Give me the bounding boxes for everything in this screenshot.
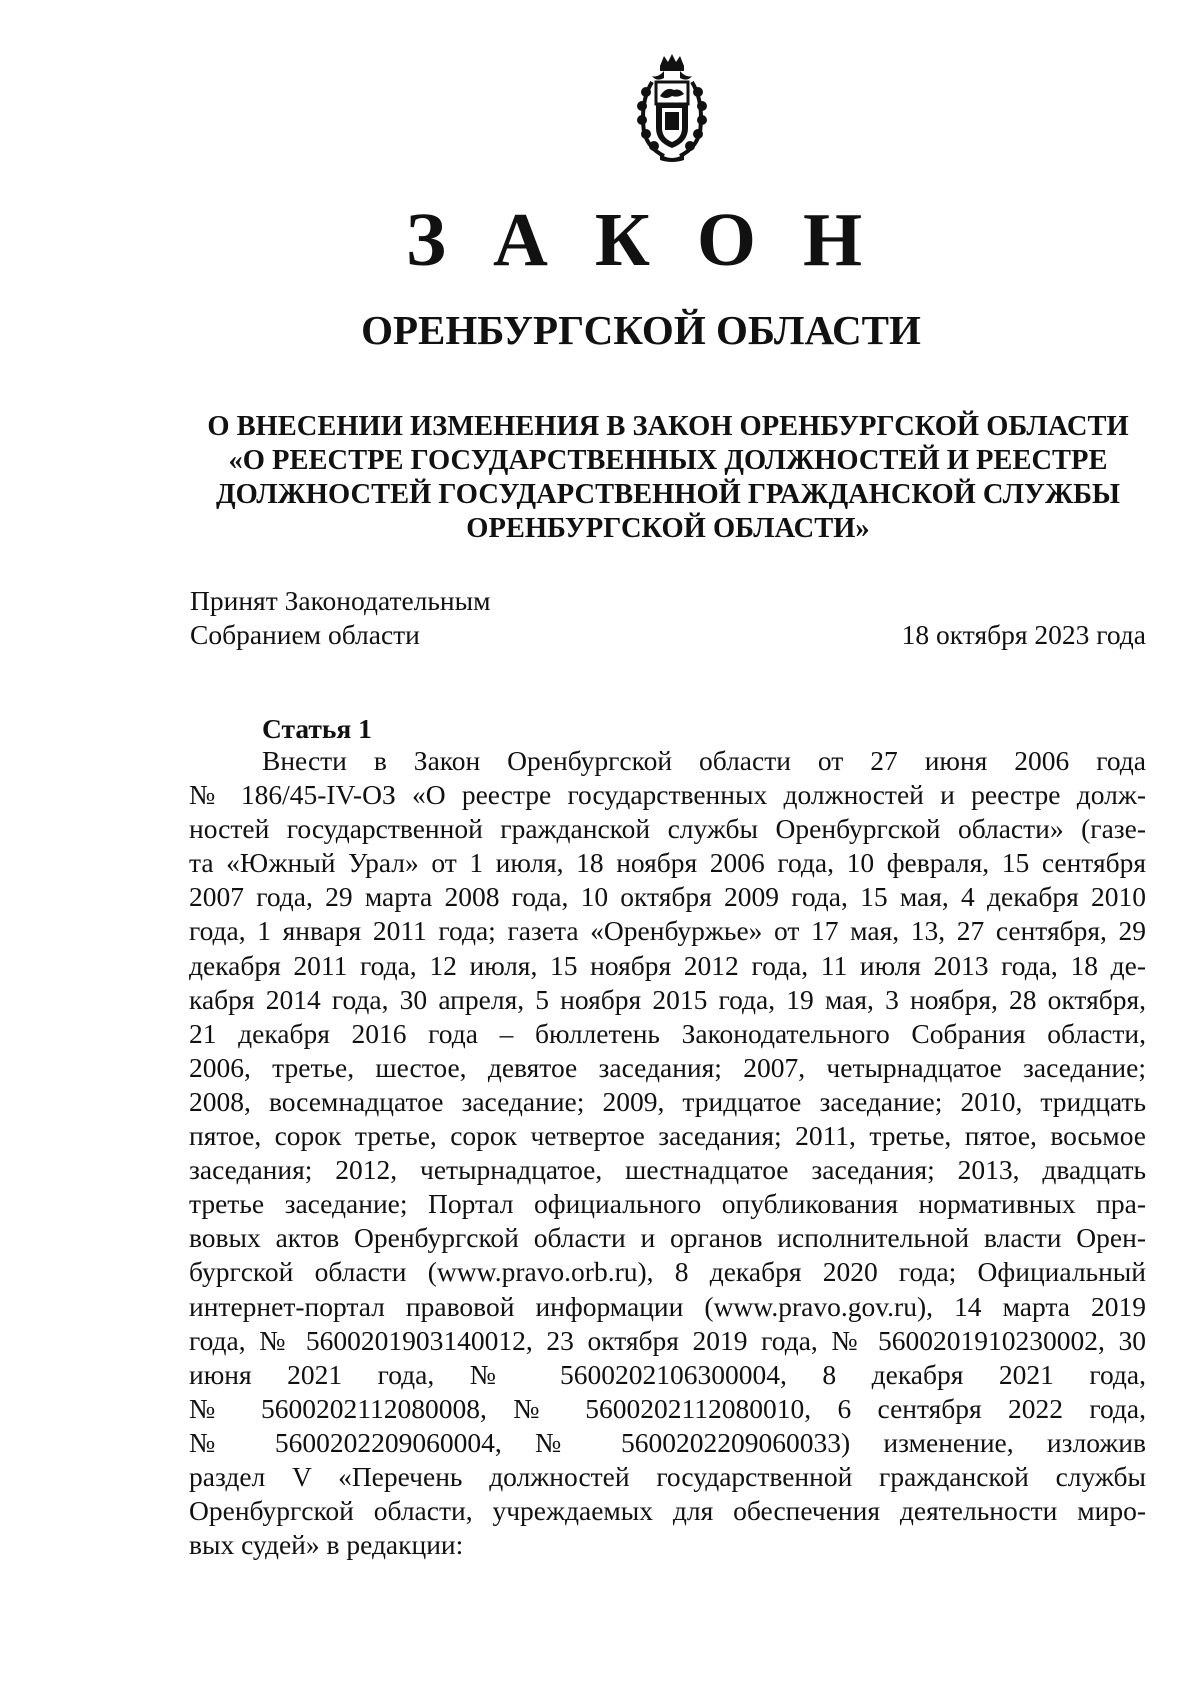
article-line: № 186/45-IV-ОЗ «О реестре государственных должностей и реестре долж- (189, 779, 1146, 811)
document-title: З А К О Н (405, 198, 877, 282)
coat-of-arms-emblem (630, 52, 714, 164)
adoption-date: 18 октября 2023 года (901, 619, 1146, 650)
article-body (189, 744, 1146, 1562)
article-line: 2008, восемнадцатое заседание; 2009, тридцатое заседание; 2010, тридцать (189, 1085, 1146, 1117)
article-line: заседания; 2012, четырнадцатое, шестнадцатое заседания; 2013, двадцать (189, 1154, 1146, 1186)
adopted-by-line: Принят Законодательным (190, 585, 491, 616)
article-line: ностей государственной гражданской службы Оренбургской области» (газе- (189, 813, 1146, 845)
article-line: пятое, сорок третье, сорок четвертое заседания; 2011, третье, пятое, восьмое (189, 1120, 1146, 1152)
article-line: интернет-портал правовой информации (www.pravo.gov.ru), 14 марта 2019 (189, 1290, 1146, 1322)
article-line: вовых актов Оренбургской области и органов исполнительной власти Орен- (189, 1222, 1146, 1254)
article-line: вых судей» в редакции: (189, 1529, 464, 1561)
article-line: 2006, третье, шестое, девятое заседания; 2007, четырнадцатое заседание; (189, 1051, 1146, 1083)
article-line: 2007 года, 29 марта 2008 года, 10 октября 2009 года, 15 мая, 4 декабря 2010 (189, 881, 1146, 913)
article-line: Оренбургской области, учреждаемых для обеспечения деятельности миро- (189, 1495, 1146, 1527)
article-heading: Статья 1 (262, 713, 372, 744)
law-name (188, 410, 1148, 546)
document-subtitle: ОРЕНБУРГСКОЙ ОБЛАСТИ (361, 307, 921, 353)
law-name-line: ДОЛЖНОСТЕЙ ГОСУДАРСТВЕННОЙ ГРАЖДАНСКОЙ СЛУЖБЫ (216, 479, 1120, 510)
article-line: № 5600202209060004, № 5600202209060033) изменение, изложив (189, 1426, 1146, 1458)
adopted-by (190, 584, 491, 652)
article-line: 21 декабря 2016 года – бюллетень Законодательного Собрания области, (189, 1017, 1146, 1049)
law-name-line: О ВНЕСЕНИИ ИЗМЕНЕНИЯ В ЗАКОН ОРЕНБУРГСКОЙ ОБЛАСТИ (207, 411, 1129, 442)
article-line: раздел V «Перечень должностей государственной гражданской службы (189, 1460, 1146, 1492)
article-line: декабря 2011 года, 12 июля, 15 ноября 2012 года, 11 июля 2013 года, 18 де- (189, 949, 1146, 981)
article-line: бургской области (www.pravo.orb.ru), 8 декабря 2020 года; Официальный (189, 1256, 1146, 1288)
article-line: Внести в Закон Оренбургской области от 27 июня 2006 года (262, 745, 1146, 776)
law-name-line: ОРЕНБУРГСКОЙ ОБЛАСТИ» (466, 513, 870, 544)
law-name-line: «О РЕЕСТРЕ ГОСУДАРСТВЕННЫХ ДОЛЖНОСТЕЙ И РЕЕСТРЕ (228, 445, 1108, 476)
article-line: № 5600202112080008, № 5600202112080010, 6 сентября 2022 года, (189, 1392, 1146, 1424)
article-line: та «Южный Урал» от 1 июля, 18 ноября 2006 года, 10 февраля, 15 сентября (189, 847, 1146, 879)
article-line: третье заседание; Портал официального опубликования нормативных пра- (189, 1188, 1146, 1220)
adopted-by-line: Собранием области (190, 619, 420, 650)
article-line: года, № 5600201903140012, 23 октября 2019 года, № 5600201910230002, 30 (189, 1324, 1146, 1356)
article-line: года, 1 января 2011 года; газета «Оренбуржье» от 17 мая, 13, 27 сентября, 29 (189, 915, 1146, 947)
article-line: июня 2021 года, № 5600202106300004, 8 декабря 2021 года, (189, 1358, 1146, 1390)
article-line: кабря 2014 года, 30 апреля, 5 ноября 2015 года, 19 мая, 3 ноября, 28 октября, (189, 983, 1146, 1015)
